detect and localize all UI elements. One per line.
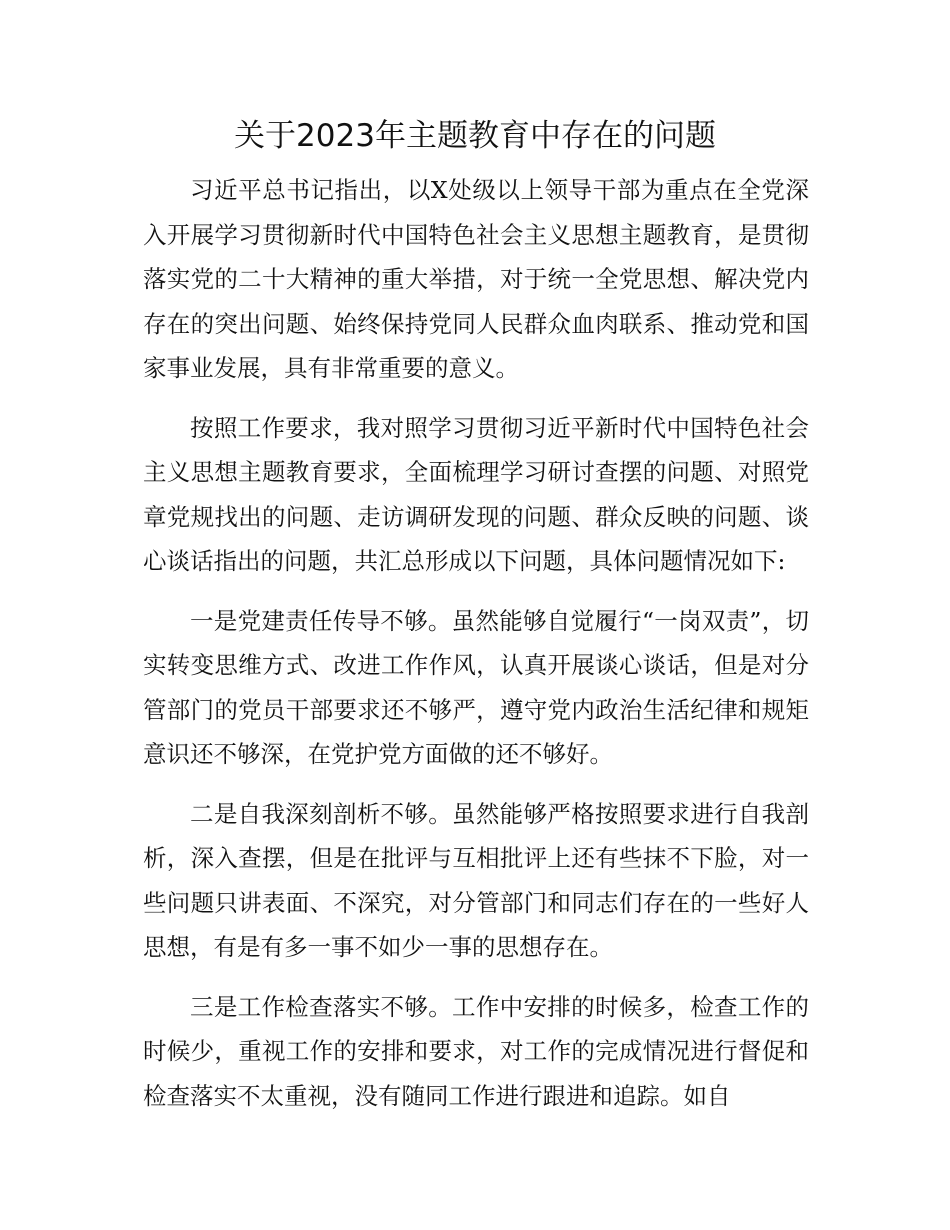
paragraph-issue-one: 一是党建责任传导不够。虽然能够自觉履行“一岗双责”，切实转变思维方式、改进工作作风，认真开展谈心谈话，但是对分管部门的党员干部要求还不够严，遵守党内政治生活纪律和规矩意识还不够深，在党护党方面做的还不够好。 bbox=[143, 606, 809, 768]
paragraph-intro: 习近平总书记指出，以X处级以上领导干部为重点在全党深入开展学习贯彻新时代中国特色社会主义思想主题教育，是贯彻落实党的二十大精神的重大举措，对于统一全党思想、解决党内存在的突出问题、始终保持党同人民群众血肉联系、推动党和国家事业发展，具有非常重要的意义。 bbox=[143, 176, 809, 382]
paragraph-requirements: 按照工作要求，我对照学习贯彻习近平新时代中国特色社会主义思想主题教育要求，全面梳理学习研讨查摆的问题、对照党章党规找出的问题、走访调研发现的问题、群众反映的问题、谈心谈话指出的问题，共汇总形成以下问题，具体问题情况如下: bbox=[143, 413, 809, 575]
paragraph-issue-three: 三是工作检查落实不够。工作中安排的时候多，检查工作的时候少，重视工作的安排和要求，对工作的完成情况进行督促和检查落实不太重视，没有随同工作进行跟进和追踪。如自 bbox=[143, 992, 809, 1110]
document-title: 关于2023年主题教育中存在的问题 bbox=[234, 118, 716, 154]
paragraph-issue-two: 二是自我深刻剖析不够。虽然能够严格按照要求进行自我剖析，深入查摆，但是在批评与互相批评上还有些抹不下脸，对一些问题只讲表面、不深究，对分管部门和同志们存在的一些好人思想，有是有多一事不如少一事的思想存在。 bbox=[143, 799, 809, 961]
document-body bbox=[143, 168, 809, 1133]
